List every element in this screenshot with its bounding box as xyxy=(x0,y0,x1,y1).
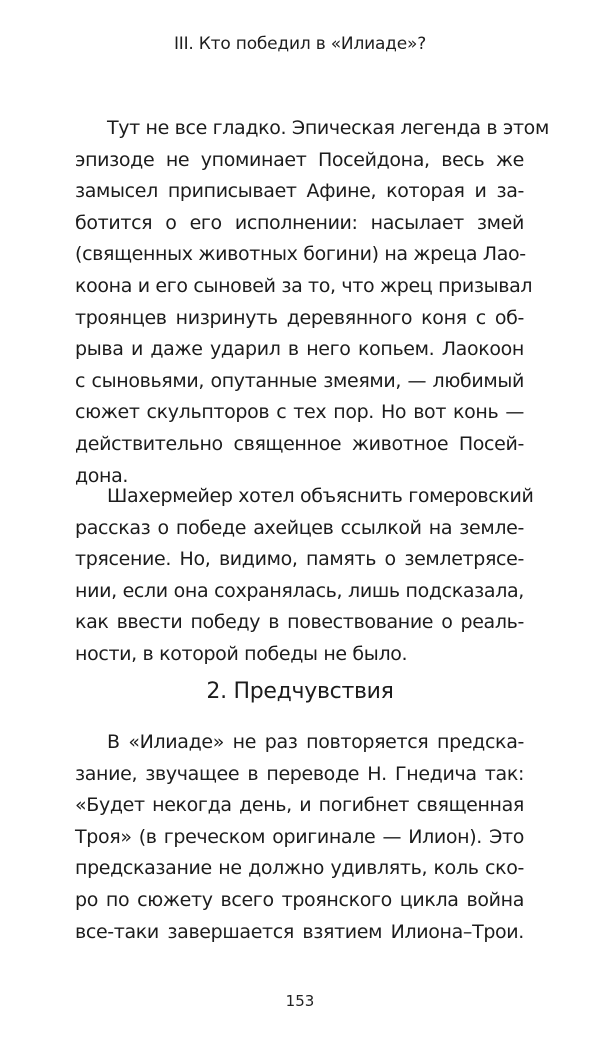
text-line: рассказ о победе ахейцев ссылкой на земле- xyxy=(75,516,524,539)
section-heading: 2. Предчувствия xyxy=(206,679,394,704)
text-line: коона и его сыновей за то, что жрец призывал xyxy=(75,274,533,297)
text-line: нии, если она сохранялась, лишь подсказала, xyxy=(75,579,524,602)
text-line: с сыновьями, опутанные змеями, — любимый xyxy=(75,369,524,392)
text-line: Троя» (в греческом оригинале — Илион). Это xyxy=(75,825,524,848)
text-line: В «Илиаде» не раз повторяется предска- xyxy=(107,731,524,753)
text-line: зание, звучащее в переводе Н. Гнедича так: xyxy=(75,762,524,785)
text-line: предсказание не должно удивлять, коль ско- xyxy=(75,857,524,880)
text-line: ности, в которой победы не было. xyxy=(75,642,408,665)
text-line: дона. xyxy=(75,464,129,487)
text-line: все-таки завершается взятием Илиона–Трои. xyxy=(75,920,524,943)
page-number: 153 xyxy=(285,992,315,1010)
paragraph-3 xyxy=(75,727,524,948)
text-line: ро по сюжету всего троянского цикла война xyxy=(75,888,524,911)
text-line: действительно священное животное Посей- xyxy=(75,432,524,455)
paragraph-1 xyxy=(75,113,549,492)
text-line: замысел приписывает Афине, которая и за- xyxy=(75,180,524,203)
text-line: сюжет скульпторов с тех пор. Но вот конь — xyxy=(75,401,524,424)
text-line: «Будет некогда день, и погибнет священная xyxy=(75,794,524,817)
text-line: трясение. Но, видимо, память о землетрясе- xyxy=(75,548,524,571)
text-line: Шахермейер хотел объяснить гомеровский xyxy=(107,485,534,507)
text-line: эпизоде не упоминает Посейдона, весь же xyxy=(75,148,524,171)
paragraph-2 xyxy=(75,481,534,671)
text-line: Тут не все гладко. Эпическая легенда в этом xyxy=(107,117,549,139)
text-line: рыва и даже ударил в него копьем. Лаокоон xyxy=(75,338,524,361)
text-line: ботится о его исполнении: насылает змей xyxy=(75,211,524,234)
text-line: (священных животных богини) на жреца Лао- xyxy=(75,243,526,266)
text-line: троянцев низринуть деревянного коня с об- xyxy=(75,306,524,329)
running-head: III. Кто победил в «Илиаде»? xyxy=(173,34,427,54)
text-line: как ввести победу в повествование о реаль- xyxy=(75,611,524,634)
